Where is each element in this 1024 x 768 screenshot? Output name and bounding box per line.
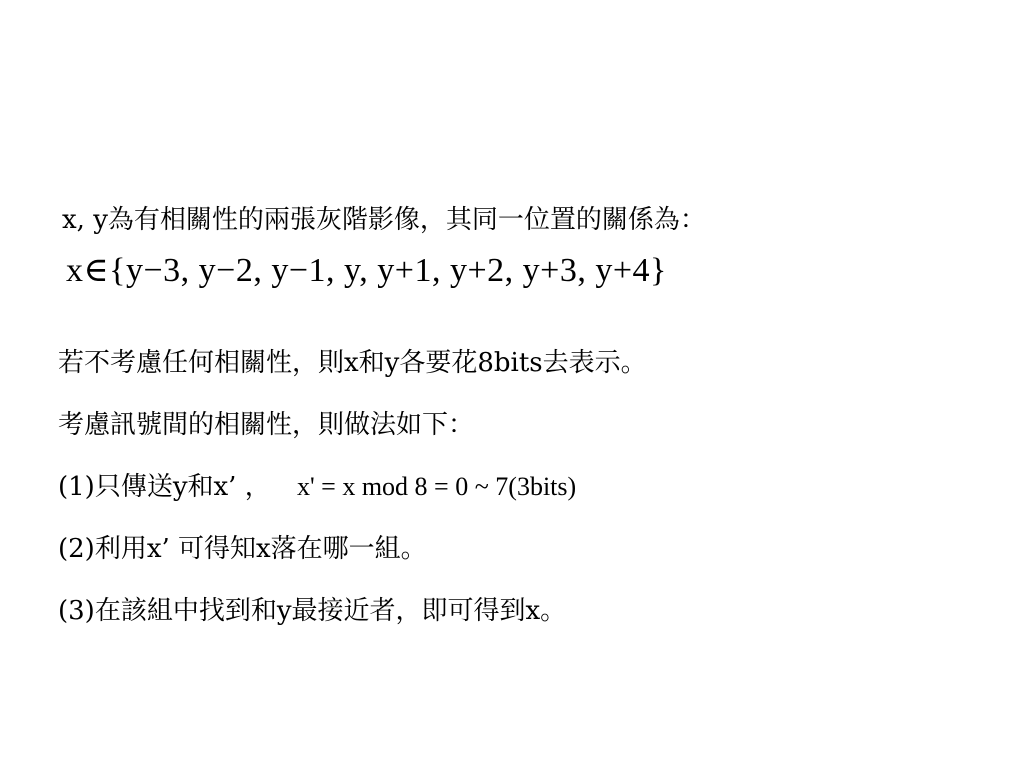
method-intro-text: 考慮訊號間的相關性，則做法如下：	[58, 410, 475, 440]
step-1-text: (1)只傳送y和x’ ，	[58, 472, 271, 502]
set-formula: x∈{y−3, y−2, y−1, y, y+1, y+2, y+3, y+4}	[66, 252, 667, 289]
step-1-formula: x' = x mod 8 = 0 ~ 7(3bits)	[296, 472, 577, 501]
no-correlation-text: 若不考慮任何相關性，則x和y各要花8bits去表示。	[58, 348, 647, 378]
step-3-text: (3)在該組中找到和y最接近者，即可得到x。	[58, 596, 567, 626]
step-1-row	[58, 470, 576, 504]
step-2-text: (2)利用x’ 可得知x落在哪一組。	[58, 534, 427, 564]
intro-text: x, y為有相關性的兩張灰階影像，其同一位置的關係為：	[62, 205, 706, 235]
